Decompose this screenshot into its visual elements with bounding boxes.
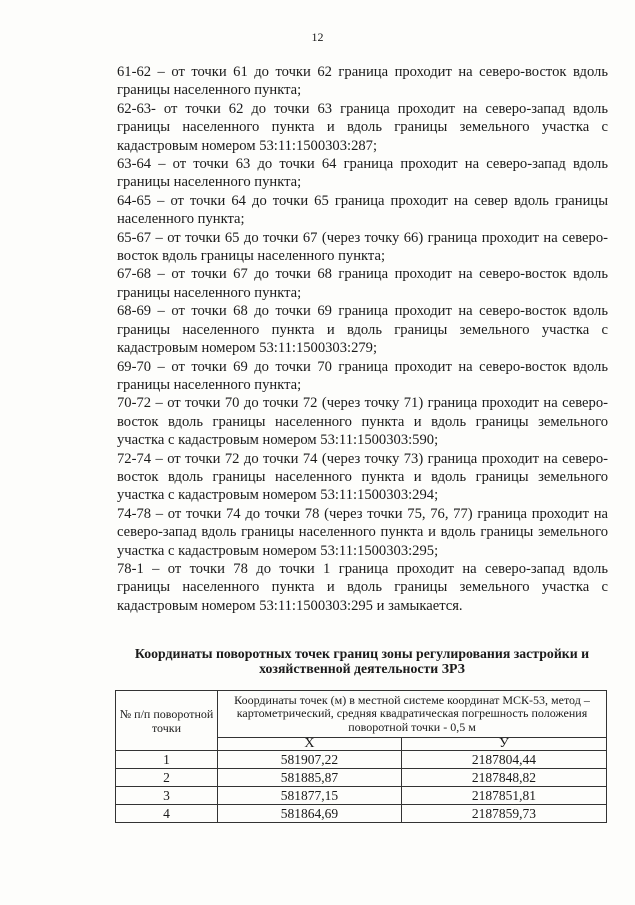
paragraph-67-68: 67-68 – от точки 67 до точки 68 граница проходит на северо-восток вдоль границы населенного пункта; [117, 266, 608, 301]
paragraph-64-65: 64-65 – от точки 64 до точки 65 граница проходит на север вдоль границы населенного пункта; [117, 192, 608, 228]
col-x-header: X [218, 738, 402, 751]
x-value: 581907,22 [218, 751, 402, 769]
paragraph-78-1: 78-1 – от точки 78 до точки 1 граница проходит на северо-запад вдоль границы населенного пункта и вдоль границы земельного участка с кадастровым номером 53:11:1500303:295 и замыкается. [117, 560, 608, 614]
col-y-header: У [401, 738, 606, 751]
x-value: 581877,15 [218, 787, 402, 805]
paragraph-68-69: 68-69 – от точки 68 до точки 69 граница проходит на северо-восток вдоль границы населенного пункта и вдоль границы земельного участка с кадастровым номером 53:11:1500303:279; [117, 303, 608, 357]
col-coordinates-header: Координаты точек (м) в местной системе координат МСК-53, метод – картометрический, средняя квадратическая погрешность положения поворотной точки - 0,5 м [218, 691, 607, 738]
table-row [116, 787, 607, 805]
y-value: 2187804,44 [401, 751, 606, 769]
coordinates-table [115, 690, 607, 823]
paragraph-61-62: 61-62 – от точки 61 до точки 62 граница проходит на северо-восток вдоль границы населенного пункта; [117, 64, 608, 99]
point-number: 2 [116, 769, 218, 787]
page-number: 12 [311, 30, 324, 44]
x-value: 581885,87 [218, 769, 402, 787]
paragraph-70-72: 70-72 – от точки 70 до точки 72 (через точку 71) граница проходит на северо-восток вдоль границы населенного пункта и вдоль границы земельного участка с кадастровым номером 53:11:1500303:590; [117, 395, 608, 449]
paragraph-72-74: 72-74 – от точки 72 до точки 74 (через точку 73) граница проходит на северо-восток вдоль границы населенного пункта и вдоль границы земельного участка с кадастровым номером 53:11:1500303:294; [117, 450, 608, 504]
x-value: 581864,69 [218, 805, 402, 823]
body-text [117, 63, 608, 615]
col-point-number-header: № п/п поворотной точки [116, 691, 218, 751]
point-number: 1 [116, 751, 218, 769]
point-number: 3 [116, 787, 218, 805]
paragraph-63-64: 63-64 – от точки 63 до точки 64 граница проходит на северо-запад вдоль границы населенного пункта; [117, 156, 608, 191]
table-row [116, 805, 607, 823]
table-row [116, 769, 607, 787]
paragraph-65-67: 65-67 – от точки 65 до точки 67 (через точку 66) граница проходит на северо-восток вдоль границы населенного пункта; [117, 229, 608, 265]
y-value: 2187848,82 [401, 769, 606, 787]
y-value: 2187859,73 [401, 805, 606, 823]
section-heading: Координаты поворотных точек границ зоны регулирования застройки и хозяйственной деятельности ЗРЗ [134, 646, 590, 676]
paragraph-62-63: 62-63- от точки 62 до точки 63 граница проходит на северо-запад вдоль границы населенного пункта и вдоль границы земельного участка с кадастровым номером 53:11:1500303:287; [117, 100, 608, 154]
y-value: 2187851,81 [401, 787, 606, 805]
table-row [116, 751, 607, 769]
paragraph-69-70: 69-70 – от точки 69 до точки 70 граница проходит на северо-восток вдоль границы населенного пункта; [117, 358, 608, 393]
point-number: 4 [116, 805, 218, 823]
paragraph-74-78: 74-78 – от точки 74 до точки 78 (через точки 75, 76, 77) граница проходит на северо-запад вдоль границы населенного пункта и вдоль границы земельного участка с кадастровым номером 53:11:1500303:295; [117, 505, 608, 559]
